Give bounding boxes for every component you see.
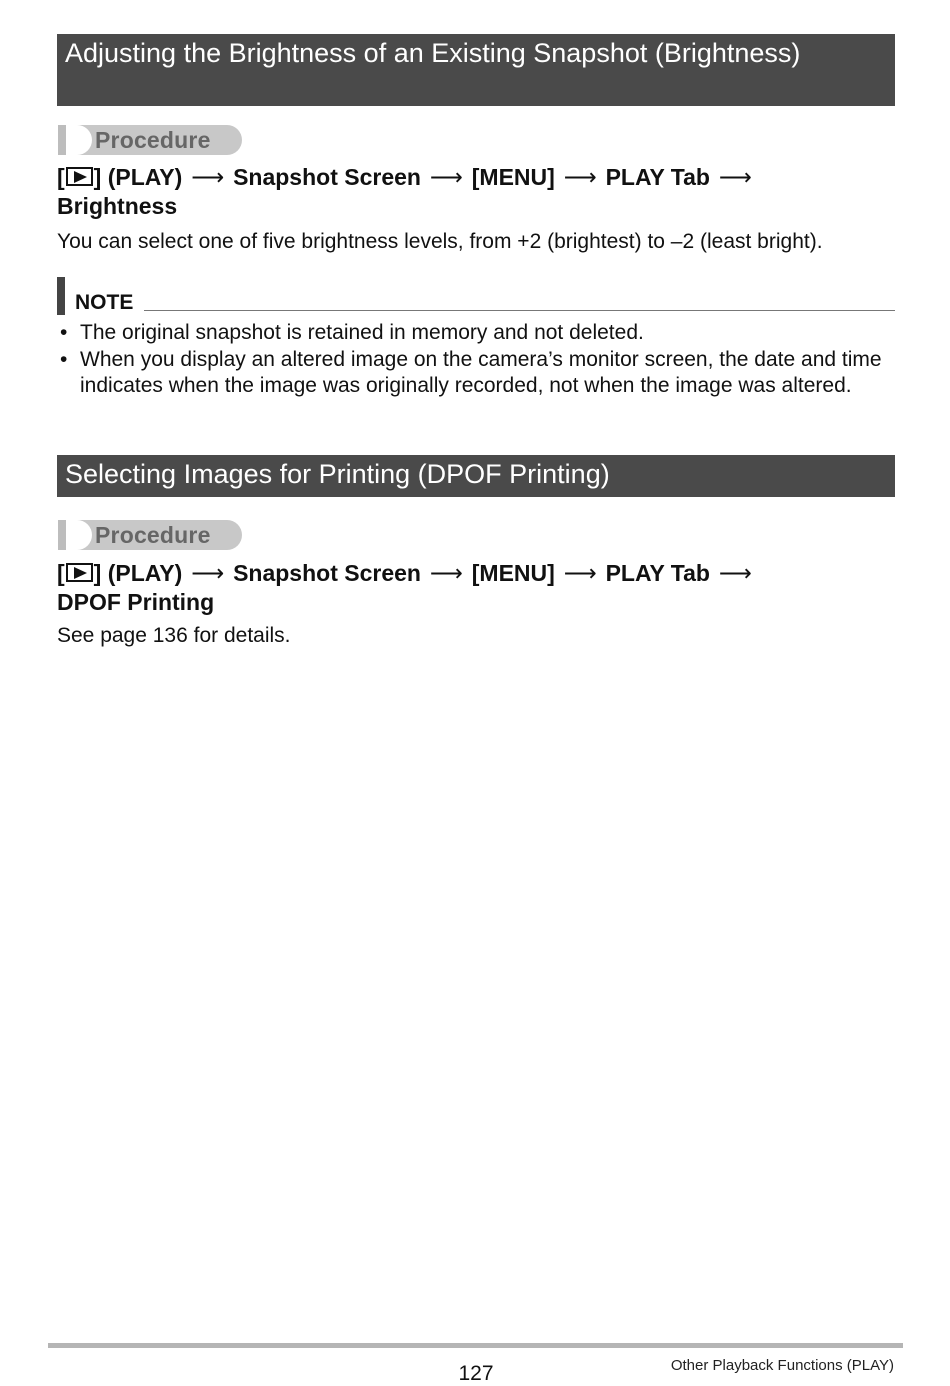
section-title-brightness: Adjusting the Brightness of an Existing Snapshot (Brightness) [57, 34, 895, 106]
procedure-bar [58, 125, 66, 155]
note-label: NOTE [75, 291, 134, 314]
note-divider [144, 310, 895, 311]
bracket-close: ] [93, 560, 102, 586]
procedure-label: Procedure [95, 127, 211, 153]
footer-rule [48, 1343, 903, 1348]
procedure-bar [58, 520, 66, 550]
arrow-icon: ⟶ [718, 164, 752, 190]
bracket-open: [ [57, 164, 65, 190]
menu-path-brightness [57, 163, 897, 221]
path-step: Snapshot Screen [233, 560, 421, 586]
note-item-text: The original snapshot is retained in memory and not deleted. [80, 321, 644, 344]
path-play-label: (PLAY) [107, 164, 183, 190]
bracket-open: [ [57, 560, 65, 586]
arrow-icon: ⟶ [191, 560, 225, 586]
body-text-dpof: See page 136 for details. [57, 624, 291, 647]
path-step: PLAY Tab [605, 560, 710, 586]
note-header [57, 277, 895, 315]
body-text-brightness: You can select one of five brightness levels, from +2 (brightest) to –2 (least bright). [57, 230, 823, 253]
procedure-tag [58, 520, 242, 550]
path-step: [MENU] [471, 560, 555, 586]
procedure-tag [58, 125, 242, 155]
bracket-close: ] [93, 164, 102, 190]
arrow-icon: ⟶ [429, 560, 463, 586]
path-step-final: DPOF Printing [57, 589, 215, 615]
path-play-label: (PLAY) [107, 560, 183, 586]
page-number: 127 [458, 1362, 494, 1385]
note-item [57, 347, 897, 400]
section-title-dpof: Selecting Images for Printing (DPOF Printing) [57, 455, 895, 497]
arrow-icon: ⟶ [718, 560, 752, 586]
bullet: • [60, 347, 68, 371]
path-step-final: Brightness [57, 193, 178, 219]
arrow-icon: ⟶ [563, 560, 597, 586]
note-item-text: When you display an altered image on the camera’s monitor screen, the date and time indicates when the image was originally recorded, not when the image was altered. [80, 347, 882, 397]
note-list [57, 320, 897, 400]
menu-path-dpof [57, 559, 897, 617]
bullet: • [60, 321, 68, 344]
note-bar [57, 277, 65, 315]
procedure-label: Procedure [95, 522, 211, 548]
arrow-icon: ⟶ [191, 164, 225, 190]
arrow-icon: ⟶ [429, 164, 463, 190]
play-icon [66, 563, 93, 582]
play-icon [66, 167, 93, 186]
note-item [57, 320, 897, 347]
arrow-icon: ⟶ [563, 164, 597, 190]
footer-section-name: Other Playback Functions (PLAY) [670, 1357, 894, 1374]
path-step: Snapshot Screen [233, 164, 421, 190]
path-step: PLAY Tab [605, 164, 710, 190]
path-step: [MENU] [471, 164, 555, 190]
